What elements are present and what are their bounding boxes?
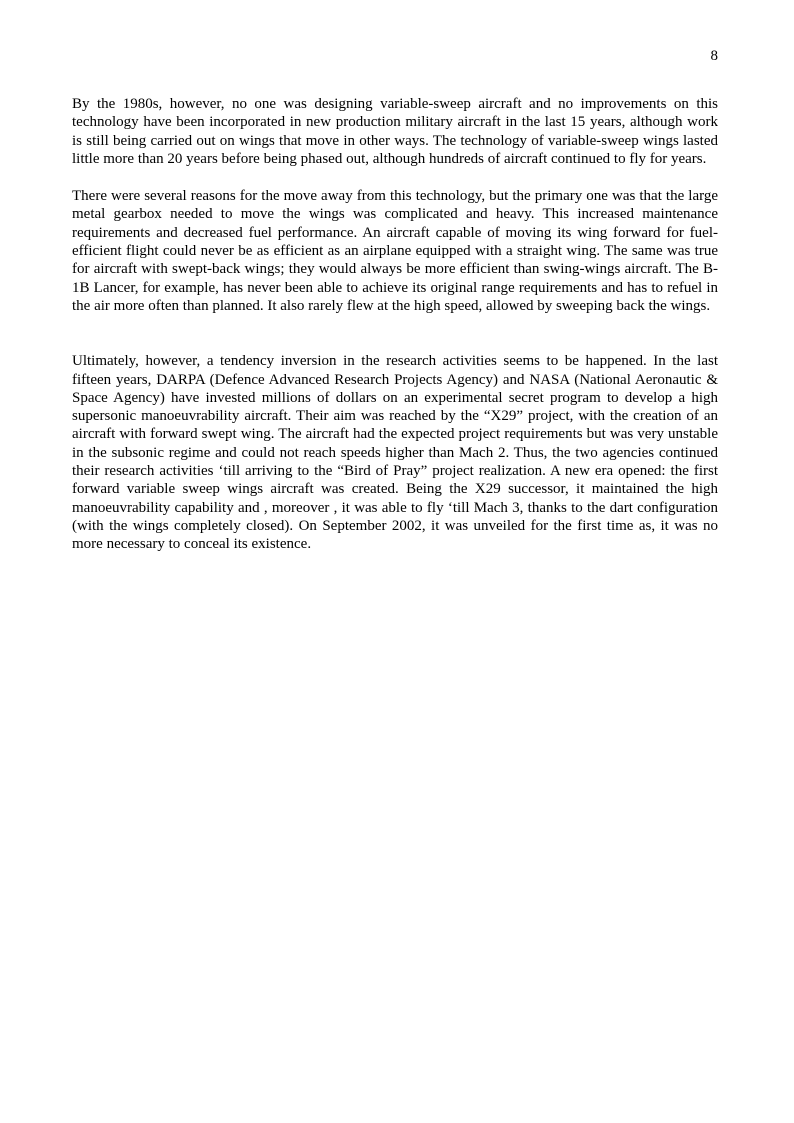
document-body — [72, 95, 718, 554]
paragraph-variable-sweep-decline: By the 1980s, however, no one was designing variable-sweep aircraft and no improvements on this technology have been incorporated in new production military aircraft in the last 15 years, although work is still being carried out on wings that move in other ways. The technology of variable-sweep wings lasted little more than 20 years before being phased out, although hundreds of aircraft continued to fly for years. — [72, 96, 718, 167]
paragraph-research-inversion: Ultimately, however, a tendency inversion in the research activities seems to be happened. In the last fifteen years, DARPA (Defence Advanced Research Projects Agency) and NASA (National Aeronautic & Space Agency) have invested millions of dollars on an experimental secret program to develop a high supersonic manoeuvrability aircraft. Their aim was reached by the “X29” project, with the creation of an aircraft with forward swept wing. The aircraft had the expected project requirements but was very unstable in the subsonic regime and could not reach speeds higher than Mach 2. Thus, the two agencies continued their research activities ‘till arriving to the “Bird of Pray” project realization. A new era opened: the first forward variable sweep wings aircraft was created. Being the X29 successor, it maintained the high manoeuvrability capability and , moreover , it was able to fly ‘till Mach 3, thanks to the dart configuration (with the wings completely closed). On September 2002, it was unveiled for the first time as, it was no more necessary to conceal its existence. — [72, 353, 718, 553]
paragraph-reasons-for-move-away: There were several reasons for the move away from this technology, but the primary one was that the large metal gearbox needed to move the wings was complicated and heavy. This increased maintenance requirements and decreased fuel performance. An aircraft capable of moving its wing forward for fuel-efficient flight could never be as efficient as an airplane equipped with a straight wing. The same was true for aircraft with swept-back wings; they would always be more efficient than swing-wings aircraft. The B-1B Lancer, for example, has never been able to achieve its original range requirements and has to refuel in the air more often than planned. It also rarely flew at the high speed, allowed by sweeping back the wings. — [72, 188, 718, 314]
page-number: 8 — [710, 48, 718, 64]
